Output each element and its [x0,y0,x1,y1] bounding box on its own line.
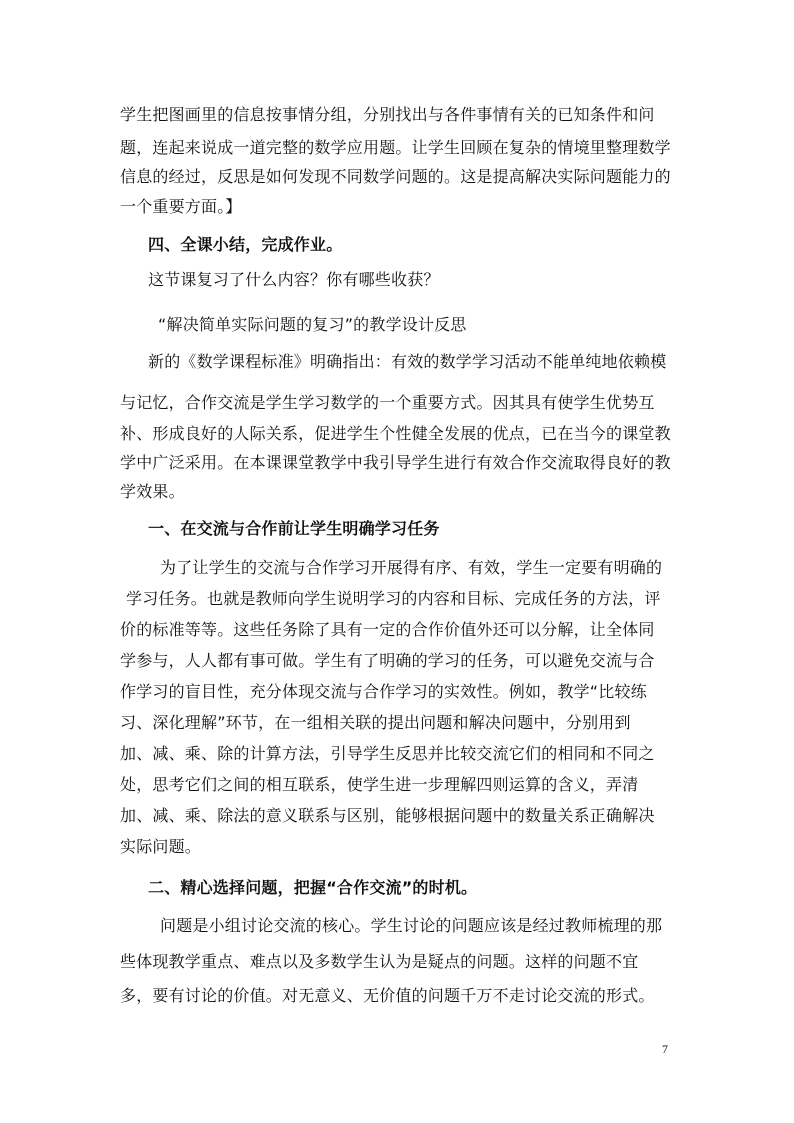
paragraph-line: 习、深化理解”环节，在一组相关联的提出问题和解决问题中，分别用到 [120,713,631,732]
section-heading: 一、在交流与合作前让学生明确学习任务 [148,519,440,538]
paragraph-line: 学效果。 [120,482,185,501]
paragraph-line: 实际问题。 [120,837,202,856]
paragraph-line: 问题是小组讨论交流的核心。学生讨论的问题应该是经过教师梳理的那 [160,916,663,935]
paragraph-line: 多，要有讨论的价值。对无意义、无价值的问题千万不走讨论交流的形式。 [120,986,655,1005]
paragraph-line: 一个重要方面。】 [120,197,242,216]
reflection-title: “解决简单实际问题的复习”的教学设计反思 [158,315,467,334]
paragraph-line: 处，思考它们之间的相互联系，使学生进一步理解四则运算的含义，弄清 [120,775,639,794]
paragraph-line: 学中广泛采用。在本课课堂教学中我引导学生进行有效合作交流取得良好的教 [120,453,671,472]
section-heading: 四、全课小结，完成作业。 [148,235,343,254]
paragraph-line: 补、形成良好的人际关系，促进学生个性健全发展的优点，已在当今的课堂教 [120,424,671,443]
paragraph-line: 学参与，人人都有事可做。学生有了明确的学习的任务，可以避免交流与合 [120,651,655,670]
paragraph-line: 这节课复习了什么内容？你有哪些收获？ [148,270,440,289]
page-number: 7 [662,1042,668,1056]
paragraph-line: 价的标准等等。这些任务除了具有一定的合作价值外还可以分解，让全体同 [120,620,655,639]
paragraph-line: 题，连起来说成一道完整的数学应用题。让学生回顾在复杂的情境里整理数学 [120,138,671,157]
paragraph-line: 加、减、乘、除法的意义联系与区别，能够根据问题中的数量关系正确解决 [120,806,655,825]
paragraph-line: 信息的经过，反思是如何发现不同数学问题的。这是提高解决实际问题能力的 [120,167,671,186]
paragraph-line: 作学习的盲目性，充分体现交流与合作学习的实效性。例如，教学“比较练 [120,682,647,701]
section-heading: 二、精心选择问题，把握“合作交流”的时机。 [148,878,478,897]
paragraph-line: 与记忆，合作交流是学生学习数学的一个重要方式。因其具有使学生优势互 [120,393,655,412]
paragraph-line: 些体现教学重点、难点以及多数学生认为是疑点的问题。这样的问题不宜 [120,952,639,971]
paragraph-line: 学习任务。也就是教师向学生说明学习的内容和目标、完成任务的方法，评 [126,589,661,608]
paragraph-line: 为了让学生的交流与合作学习开展得有序、有效，学生一定要有明确的 [160,558,663,577]
paragraph-line: 新的《数学课程标准》明确指出：有效的数学学习活动不能单纯地依赖模 [148,352,667,371]
paragraph-line: 加、减、乘、除的计算方法，引导学生反思并比较交流它们的相同和不同之 [120,744,655,763]
paragraph-line: 学生把图画里的信息按事情分组，分别找出与各件事情有关的已知条件和问 [120,105,655,124]
